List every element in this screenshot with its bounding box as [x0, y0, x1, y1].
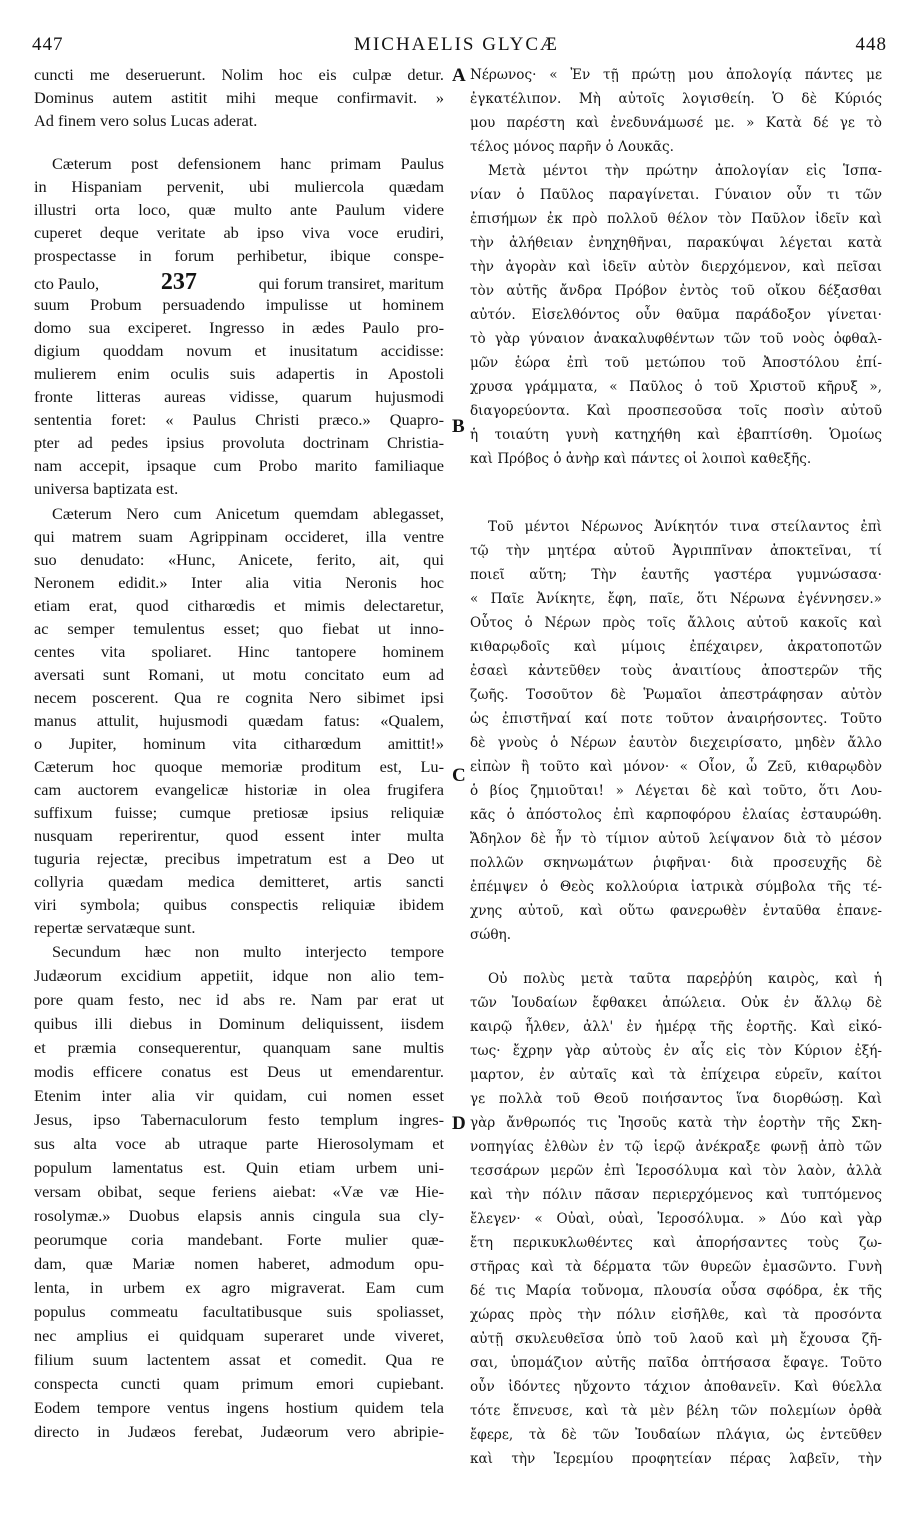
text-line: διαγορεύοντα. Καὶ προσπεσοῦσα τοῖς ποσὶν αὐτοῦ: [470, 403, 882, 419]
page-number-right: 448: [855, 34, 887, 55]
text-line: καὶ τὴν Ἱερεμίου προφητείαν πέρας λαβεῖν, τὴν: [470, 1451, 882, 1467]
text-line: cam auctorem evangelicæ historiæ in olea frugifera: [34, 780, 444, 799]
text-line: ἐπισήμων ἐκ πρὸ πολλοῦ θέλον τὸν Παῦλον ἰδεῖν καὶ: [470, 211, 882, 227]
text-line: lenta, in urbem ex agro migraverat. Eam cum: [34, 1278, 444, 1297]
text-line: Οὐ πολὺς μετὰ ταῦτα παρεῤῥύη καιρὸς, καὶ ἡ: [488, 971, 882, 987]
text-line: τέλος μόνος παρῆν ὁ Λουκᾶς.: [470, 139, 674, 155]
text-line: τὸ γὰρ γύναιον ἀνακαλυφθέντων τῶν τοῦ νοὸς ὀφθαλ-: [470, 331, 882, 347]
text-fragment: qui forum transiret, maritum: [258, 274, 444, 293]
text-line: collyria quædam medica demitteret, artis sancti: [34, 872, 444, 891]
text-line: κιθαρῳδοῖς καὶ μίμοις ἐπέχαιρεν, ἀκρατοποτῶν: [470, 639, 882, 655]
text-line: digium quoddam novum et inusitatum accidisse:: [34, 341, 444, 360]
text-line: etiam erat, quod citharœdis et mimis delectaretur,: [34, 596, 444, 615]
text-line: Jesus, ipso Tabernaculorum festo templum ingres-: [34, 1110, 444, 1129]
text-line: τεσσάρων μερῶν ἐπὶ Ἱεροσόλυμα καὶ τὸν λαὸν, ἀλλὰ: [470, 1163, 882, 1179]
page-number-left: 447: [32, 34, 64, 55]
text-line: rosolymæ.» Duobus elapsis annis cingula sua cly-: [34, 1206, 444, 1225]
text-line: τὴν ἀλήθειαν ἐνηχηθῆναι, παρακύψαι λέγεται κατὰ: [470, 235, 882, 251]
text-line: δέ τις Μαρία τοὔνομα, πλουσία οὖσα σφόδρα, ἐκ τῆς: [470, 1283, 882, 1299]
text-line: ἔτη περικυκλωθέντες καὶ ἀπορήσαντες τοὺς ζω-: [470, 1235, 882, 1251]
text-line: ἐγκατέλιπον. Μὴ αὐτοῖς λογισθείη. Ὁ δὲ Κύριός: [470, 91, 882, 107]
text-line: necem poscerent. Qua re cognita Nero sibimet ipsi: [34, 688, 444, 707]
text-line: [34, 270, 444, 294]
running-title: MICHAELIS GLYCÆ: [354, 34, 559, 55]
margin-marker-a: A: [452, 65, 466, 86]
text-line: suo denudato: «Hunc, Anicete, ferito, ait, qui: [34, 550, 444, 569]
text-line: ἡ τοιαύτη γυνὴ κατηχήθη καὶ ἐβαπτίσθη. Ὁμοίως: [470, 427, 882, 443]
text-line: illustri orta loco, quæ multo ante Paulum videre: [34, 200, 444, 219]
text-line: aversati sunt Romani, ut motu concitato eum ad: [34, 665, 444, 684]
text-line: Νέρωνος· « Ἐν τῇ πρώτῃ μου ἀπολογίᾳ πάντες με: [470, 67, 882, 83]
text-line: πολλῶν σκηνωμάτων ῥιφῆναι· διὰ προσευχῆς δὲ: [470, 855, 882, 871]
text-line: universa baptizata est.: [34, 479, 179, 498]
text-line: ac semper temulentus esset; quo fiebat ut inno-: [34, 619, 444, 638]
text-line: στῆρας καὶ τὰ δέρματα τῶν θυρεῶν ἐμασῶντο. Γυνὴ: [470, 1259, 882, 1275]
text-line: Secundum hæc non multo interjecto tempore: [52, 942, 444, 961]
text-line: cuperet deque veritate ab ipso viva voce erudiri,: [34, 223, 444, 242]
text-line: μαρτον, ἐν αὐταῖς καὶ τὰ ἐπίχειρα εὑρεῖν, καίτοι: [470, 1067, 882, 1083]
text-line: repertæ servatæque sunt.: [34, 918, 196, 937]
original-page-number: 237: [160, 270, 197, 294]
text-line: mulierem enim oculis suis adapertis in Apostoli: [34, 364, 444, 383]
text-line: ὡς ἐπιστῆναί καί ποτε τοῦτον ἀναιρήσοντες. Τοῦτο: [470, 711, 882, 727]
text-line: εἰπὼν ἢ τοῦτο καὶ μόνον· « Οἷον, ὦ Ζεῦ, κιθαρῳδὸν: [470, 759, 882, 775]
text-line: nusquam reperirentur, quod essent inter multa: [34, 826, 444, 845]
text-line: Cæterum post defensionem hanc primam Paulus: [52, 154, 444, 173]
text-line: prospectasse in forum perhibetur, ibique conspe-: [34, 246, 444, 265]
text-line: Eodem tempore ventus ingens hostium quidem tela: [34, 1398, 444, 1417]
text-line: αὐτῇ σκυλευθεῖσα ὑπὸ τοῦ λαοῦ καὶ μὴ ἔχουσα ζῆ-: [470, 1331, 882, 1347]
text-line: quibus illi diebus in Dominum deliquissent, iisdem: [34, 1014, 444, 1033]
text-line: χνης αὐτοῦ, καὶ οὕτω φανερωθὲν ἐνταῦθα ἐπανε-: [470, 903, 882, 919]
text-line: ποιεῖ αὕτη; Τὴν ἑαυτῆς γαστέρα γυμνώσασα·: [470, 567, 882, 583]
text-line: καιρῷ ἦλθεν, ἀλλ' ἐν ἡμέρᾳ τῆς ἑορτῆς. Καὶ εἰκό-: [470, 1019, 882, 1035]
text-line: αὐτόν. Εἰσελθόντος οὖν θαῦμα παράδοξον γίνεται·: [470, 307, 882, 323]
text-line: νοπηγίας ἐλθὼν ἐν τῷ ἱερῷ ἀνέκραξε φωνῇ ἀπὸ τῶν: [470, 1139, 882, 1155]
text-line: centes vita spoliaret. Hinc tantopere hominem: [34, 642, 444, 661]
text-line: Dominus autem astitit mihi meque confirmavit. »: [34, 88, 444, 107]
text-line: μου παρέστη καὶ ἐνεδυνάμωσέ με. » Κατὰ δέ γε τὸ: [470, 115, 882, 131]
text-line: ἔφερε, τὰ δὲ τῶν Ἰουδαίων πλάγια, ὡς ἐντεῦθεν: [470, 1427, 882, 1443]
text-line: ζωῆς. Τοσοῦτον δὲ Ῥωμαῖοι ἀπεστράφησαν αὐτὸν: [470, 687, 882, 703]
text-line: Τοῦ μέντοι Νέρωνος Ἀνίκητόν τινα στείλαντος ἐπὶ: [488, 519, 882, 535]
text-line: nam accepit, ipsaque cum Probo marito familiaque: [34, 456, 444, 475]
text-line: qui matrem suam Agrippinam occideret, illa ventre: [34, 527, 444, 546]
text-line: Etenim inter alia vir quidam, cui nomen esset: [34, 1086, 444, 1105]
text-line: τως· ἔχρην γὰρ αὐτοὺς ἐν αἷς εἰς τὸν Κύριον ἐξή-: [470, 1043, 882, 1059]
text-line: peorumque coria mandebant. Forte mulier quæ-: [34, 1230, 444, 1249]
text-line: Οὗτος ὁ Νέρων πρὸς τοῖς ἄλλοις αὐτοῦ κακοῖς καὶ: [470, 615, 882, 631]
text-line: viri symbola; quibus conspectis reliquiæ ibidem: [34, 895, 444, 914]
text-line: versam obibat, seque feriens aiebat: «Væ væ Hie-: [34, 1182, 444, 1201]
text-line: nec amplius ei quidquam superaret unde viveret,: [34, 1326, 444, 1345]
text-line: Μετὰ μέντοι τὴν πρώτην ἀπολογίαν εἰς Ἱσπα-: [488, 163, 882, 179]
text-line: χρυσα γράμματα, « Παῦλος ὁ τοῦ Χριστοῦ κῆρυξ »,: [470, 379, 882, 395]
margin-marker-d: D: [452, 1113, 466, 1134]
margin-marker-b: B: [452, 416, 465, 437]
text-line: domo sua exciperet. Ingresso in ædes Paulo pro-: [34, 318, 444, 337]
text-line: σαι, ὑπομάζιον αὐτῆς παῖδα ὀπτήσασα ἔφαγε. Τοῦτο: [470, 1355, 882, 1371]
text-line: Judæorum excidium appetiit, idque non alio tem-: [34, 966, 444, 985]
text-line: sententia foret: « Paulus Christi præco.» Quapro-: [34, 410, 444, 429]
text-line: suffixum fuisse; cumque pretiosæ ipsius reliquiæ: [34, 803, 444, 822]
text-line: καὶ Πρόβος ὁ ἀνὴρ καὶ πάντες οἱ λοιποὶ καθεξῆς.: [470, 451, 812, 467]
text-line: pter ad pedes ipsius provoluta doctrinam Christia-: [34, 433, 444, 452]
margin-marker-c: C: [452, 765, 466, 786]
text-line: δὲ γνοὺς ὁ Νέρων ἑαυτὸν διεχειρίσατο, μηδὲν ἄλλο: [470, 735, 882, 751]
text-line: τὴν ἀγορὰν καὶ ἰδεῖν αὐτὸν διερχόμενον, καὶ πεῖσαι: [470, 259, 882, 275]
text-fragment: cto Paulo,: [34, 274, 100, 293]
text-line: νίαν ὁ Παῦλος παραγίνεται. Γύναιον οὖν τι τῶν: [470, 187, 882, 203]
text-line: μῶν ἑώρα ἐπὶ τοῦ μετώπου τοῦ Ἀποστόλου ἐπί-: [470, 355, 882, 371]
text-line: dam, quæ Mariæ nomen haberet, admodum opu-: [34, 1254, 444, 1273]
text-line: tuguria rejectæ, precibus impetratum est a Deo ut: [34, 849, 444, 868]
text-line: τὸν αὐτῆς ἄνδρα Πρόβον ἐντὸς τοῦ οἴκου δέξασθαι: [470, 283, 882, 299]
text-line: in Hispaniam pervenit, ubi muliercola quædam: [34, 177, 444, 196]
text-line: populus commeatu facultatibusque suis spoliasset,: [34, 1302, 444, 1321]
text-line: modis efficere conatus est Deus ut emendarentur.: [34, 1062, 444, 1081]
text-line: cuncti me deseruerunt. Nolim hoc eis culpæ detur.: [34, 65, 444, 84]
text-line: o Jupiter, hominum vita citharœdum amittit!»: [34, 734, 444, 753]
text-line: directo in Judæos ferebat, Judæorum vero abripie-: [34, 1422, 444, 1441]
text-line: τῶν Ἰουδαίων ἔφθακει ἀπώλεια. Οὐκ ἐν ἄλλῳ δὲ: [470, 995, 882, 1011]
text-line: fronte litteras aureas vidisse, quarum hujusmodi: [34, 387, 444, 406]
text-line: ἐσαεὶ κἀντεῦθεν τοὺς ἀναιτίους ἀποστερῶν τῆς: [470, 663, 882, 679]
text-line: Cæterum Nero cum Anicetum quemdam ablegasset,: [52, 504, 444, 523]
text-line: γε πολλὰ τοῦ Θεοῦ ποιήσαντος ἵνα διορθώσῃ. Καὶ: [470, 1091, 882, 1107]
text-line: οὖν ἰδόντες ηὔχοντο τάχιον ἀποθανεῖν. Καὶ θύελλα: [470, 1379, 882, 1395]
text-line: suum Probum persuadendo impulisse ut hominem: [34, 295, 444, 314]
text-line: populum lamentatus est. Quin etiam urbem uni-: [34, 1158, 444, 1177]
text-line: χώρας πρὸς τὴν πόλιν εἰσῆλθε, καὶ τὰ προσόντα: [470, 1307, 882, 1323]
text-line: Neronem edidit.» Inter alia vitia Neronis hoc: [34, 573, 444, 592]
text-line: « Παῖε Ἀνίκητε, ἔφη, παῖε, ὅτι Νέρωνα ἐγέννησεν.»: [470, 591, 882, 607]
text-line: Ad finem vero solus Lucas aderat.: [34, 111, 258, 130]
text-line: τότε ἔπνευσε, καὶ τὰ μὲν βέλη τῶν πολεμίων ὀρθὰ: [470, 1403, 882, 1419]
text-line: κᾶς ὁ ἀπόστολος ἐπὶ καρποφόρου ἐλαίας ἐσταυρώθη.: [470, 807, 882, 823]
text-line: manus attulit, hujusmodi quædam fatus: «Qualem,: [34, 711, 444, 730]
text-line: ὁ βίος ζημιοῦται! » Λέγεται δὲ καὶ τοῦτο, ὅτι Λου-: [470, 783, 882, 799]
text-line: ἔλεγεν· « Οὐαὶ, οὐαὶ, Ἱεροσόλυμα. » Δύο καὶ γὰρ: [470, 1211, 882, 1227]
text-line: Ἄδηλον δὲ ἦν τὸ τίμιον αὐτοῦ λείψανον διὰ τὸ μέσον: [470, 831, 882, 847]
text-line: et præmia consequerentur, quanquam sane multis: [34, 1038, 444, 1057]
text-line: conspecta cuncti quam primum emori cupiebant.: [34, 1374, 444, 1393]
text-line: sus alta voce ab utraque parte Hierosolymam et: [34, 1134, 444, 1153]
text-line: ἐπέμψεν ὁ Θεὸς κολλούρια ἰατρικὰ σύμβολα τῆς τέ-: [470, 879, 882, 895]
text-line: filium suum lactentem assat et comedit. Qua re: [34, 1350, 444, 1369]
text-line: pore quam festo, nec id abs re. Nam par erat ut: [34, 990, 444, 1009]
text-line: Cæterum hoc quoque memoriæ proditum est, Lu-: [34, 757, 444, 776]
text-line: σώθη.: [470, 927, 512, 943]
text-line: τῷ τὴν μητέρα αὐτοῦ Ἀγριππῖναν ἀποκτεῖναι, τί: [470, 543, 882, 559]
text-line: καὶ τὴν πόλιν πᾶσαν περιερχόμενος καὶ τυπτόμενος: [470, 1187, 882, 1203]
text-line: γὰρ ἄνθρωπός τις Ἰησοῦς κατὰ τὴν ἑορτὴν τῆς Σκη-: [470, 1115, 882, 1131]
